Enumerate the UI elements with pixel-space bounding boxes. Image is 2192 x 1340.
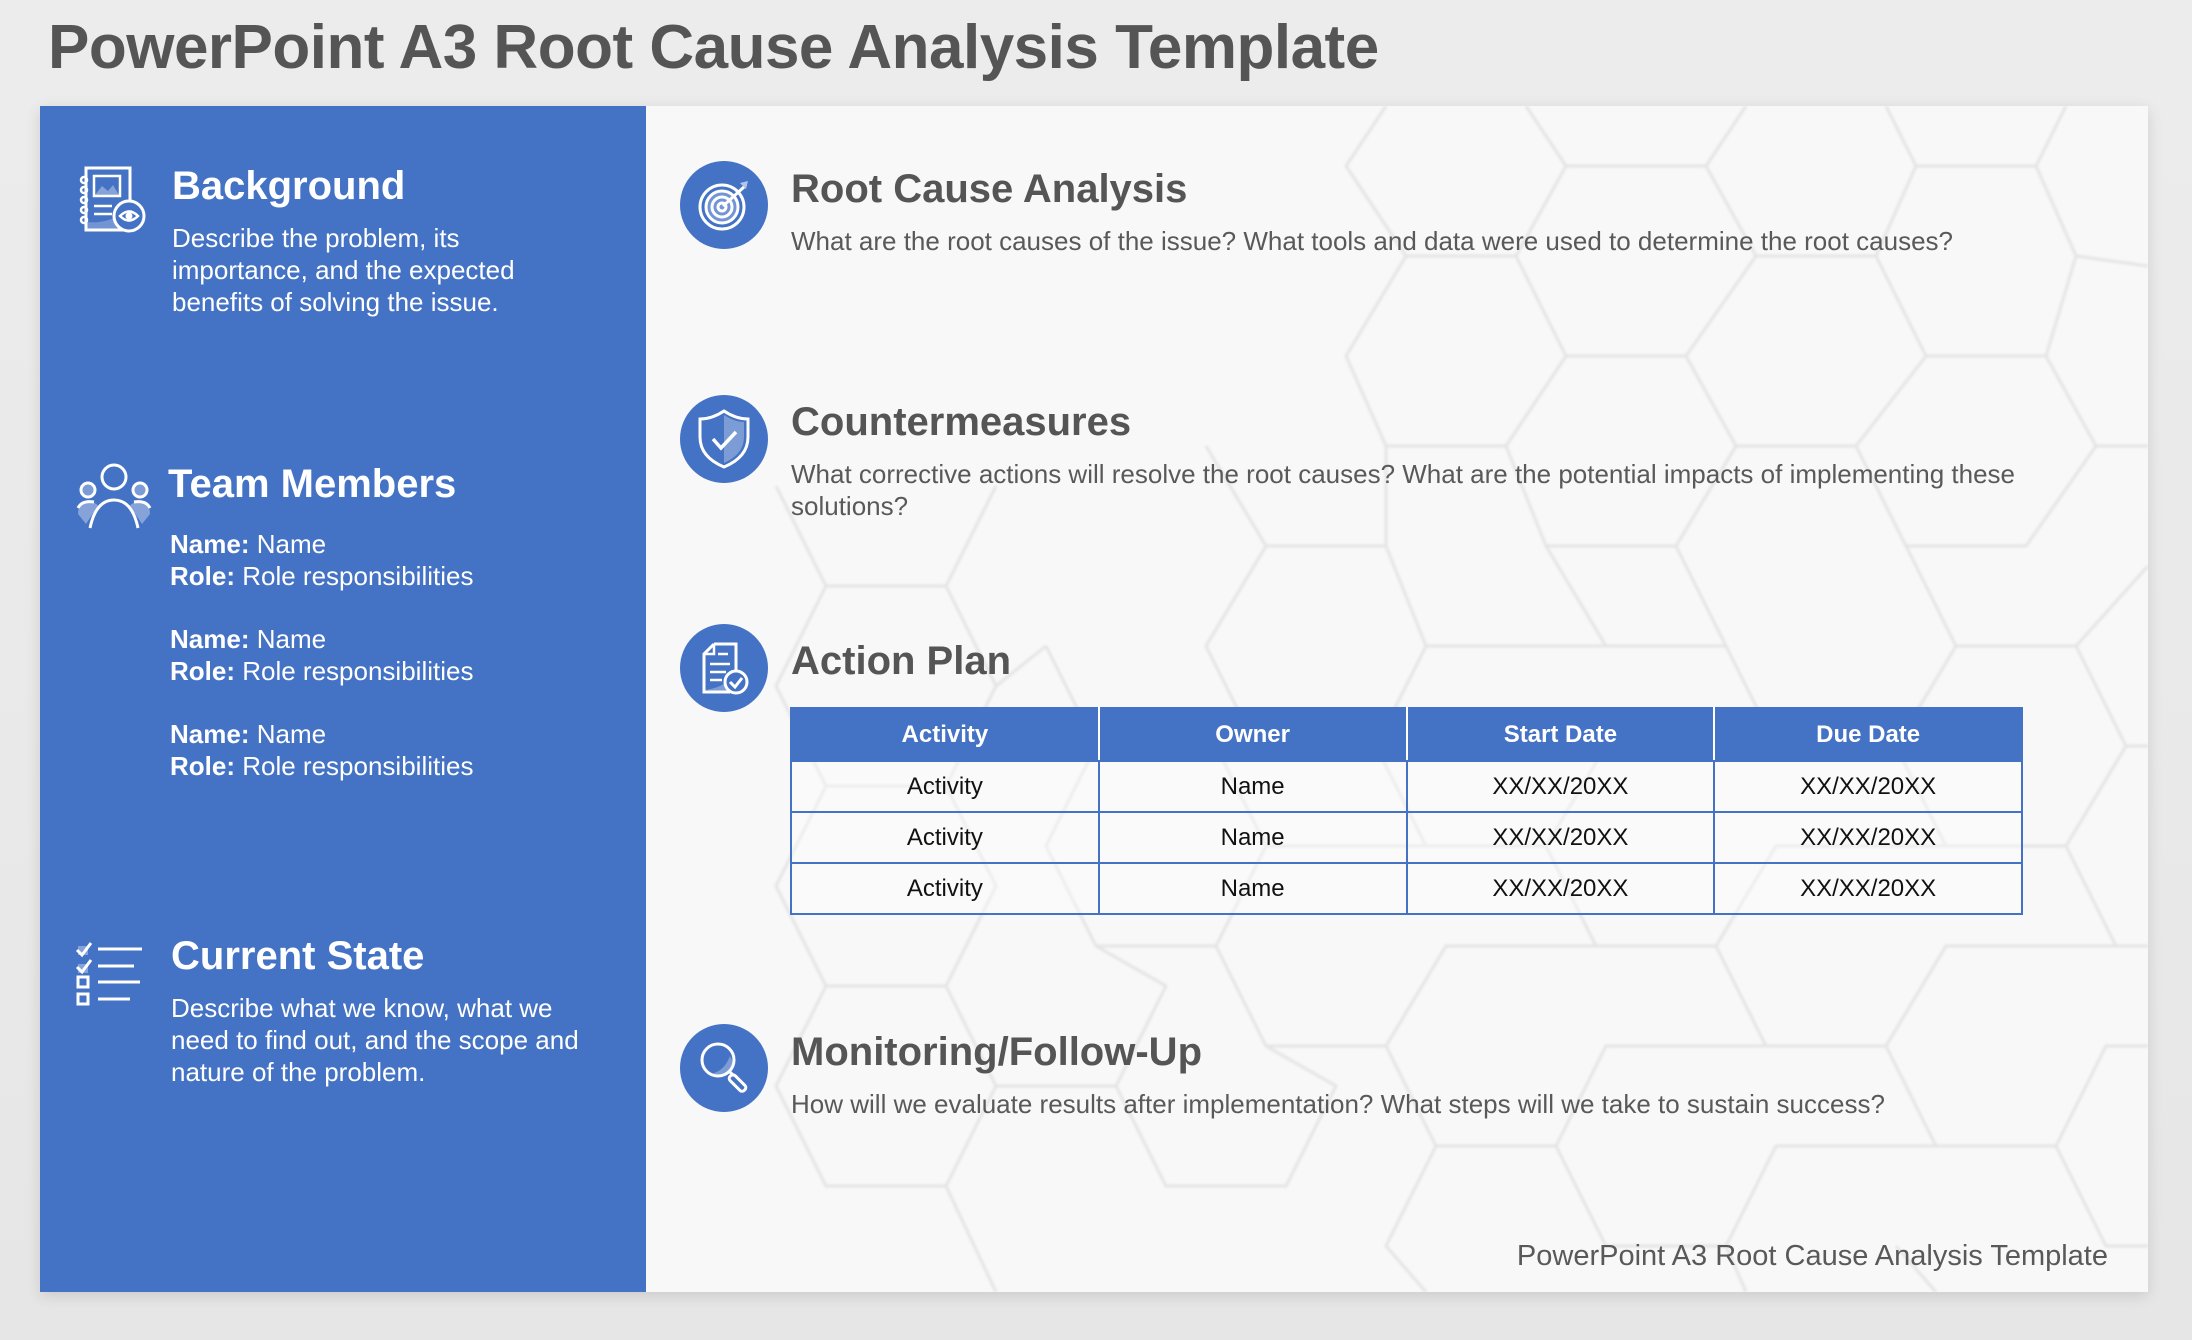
table-header-row <box>791 708 2022 761</box>
team-people-icon <box>74 462 154 532</box>
team-member-1 <box>170 528 473 592</box>
background-heading: Background <box>172 164 406 208</box>
role-label: Role: <box>170 561 235 591</box>
root-cause-body: What are the root causes of the issue? What tools and data were used to determine the root causes? <box>791 226 1954 256</box>
monitoring-body: How will we evaluate results after implementation? What steps will we take to sustain success? <box>791 1089 1885 1119</box>
cell-start-date[interactable]: XX/XX/20XX <box>1407 863 1715 914</box>
footer-template-name: PowerPoint A3 Root Cause Analysis Template <box>1516 1240 2108 1272</box>
left-panel <box>40 106 646 1292</box>
member-name: Name <box>256 719 327 749</box>
table-row <box>791 812 2022 863</box>
member-role: Role responsibilities <box>242 656 474 686</box>
table-row <box>791 863 2022 914</box>
monitoring-heading: Monitoring/Follow-Up <box>791 1030 1202 1074</box>
cell-activity[interactable]: Activity <box>791 812 1099 863</box>
team-member-3 <box>170 718 473 782</box>
countermeasures-heading: Countermeasures <box>791 400 1132 444</box>
role-label: Role: <box>170 751 235 781</box>
table-row <box>791 761 2022 812</box>
cell-activity[interactable]: Activity <box>791 761 1099 812</box>
cell-start-date[interactable]: XX/XX/20XX <box>1407 812 1715 863</box>
column-header-activity: Activity <box>791 708 1099 761</box>
action-plan-heading: Action Plan <box>791 639 1012 683</box>
target-icon <box>680 161 768 249</box>
cell-due-date[interactable]: XX/XX/20XX <box>1714 863 2022 914</box>
current-state-heading: Current State <box>171 934 425 978</box>
checklist-icon <box>74 938 146 1008</box>
root-cause-heading: Root Cause Analysis <box>791 167 1188 211</box>
name-label: Name: <box>170 529 250 559</box>
cell-owner[interactable]: Name <box>1099 812 1407 863</box>
countermeasures-body: What corrective actions will resolve the root causes? What are the potential impacts of implementing these solutions? <box>791 459 2016 521</box>
cell-due-date[interactable]: XX/XX/20XX <box>1714 761 2022 812</box>
magnifier-icon <box>680 1024 768 1112</box>
column-header-due-date: Due Date <box>1714 708 2022 761</box>
member-name: Name <box>256 529 327 559</box>
column-header-owner: Owner <box>1099 708 1407 761</box>
notebook-eye-icon <box>76 164 148 236</box>
shield-check-icon <box>680 395 768 483</box>
cell-owner[interactable]: Name <box>1099 863 1407 914</box>
slide <box>40 106 2148 1292</box>
page-title: PowerPoint A3 Root Cause Analysis Template <box>48 13 1379 82</box>
cell-due-date[interactable]: XX/XX/20XX <box>1714 812 2022 863</box>
team-member-2 <box>170 623 473 687</box>
cell-owner[interactable]: Name <box>1099 761 1407 812</box>
current-state-body: Describe what we know, what we need to find out, and the scope and nature of the problem. <box>171 993 579 1087</box>
name-label: Name: <box>170 624 250 654</box>
role-label: Role: <box>170 656 235 686</box>
member-name: Name <box>256 624 327 654</box>
column-header-start-date: Start Date <box>1407 708 1715 761</box>
action-plan-table <box>790 707 2023 915</box>
member-role: Role responsibilities <box>242 561 474 591</box>
cell-activity[interactable]: Activity <box>791 863 1099 914</box>
background-body: Describe the problem, its importance, and the expected benefits of solving the issue. <box>172 223 515 317</box>
member-role: Role responsibilities <box>242 751 474 781</box>
team-members-heading: Team Members <box>168 462 457 506</box>
cell-start-date[interactable]: XX/XX/20XX <box>1407 761 1715 812</box>
name-label: Name: <box>170 719 250 749</box>
document-check-icon <box>680 624 768 712</box>
